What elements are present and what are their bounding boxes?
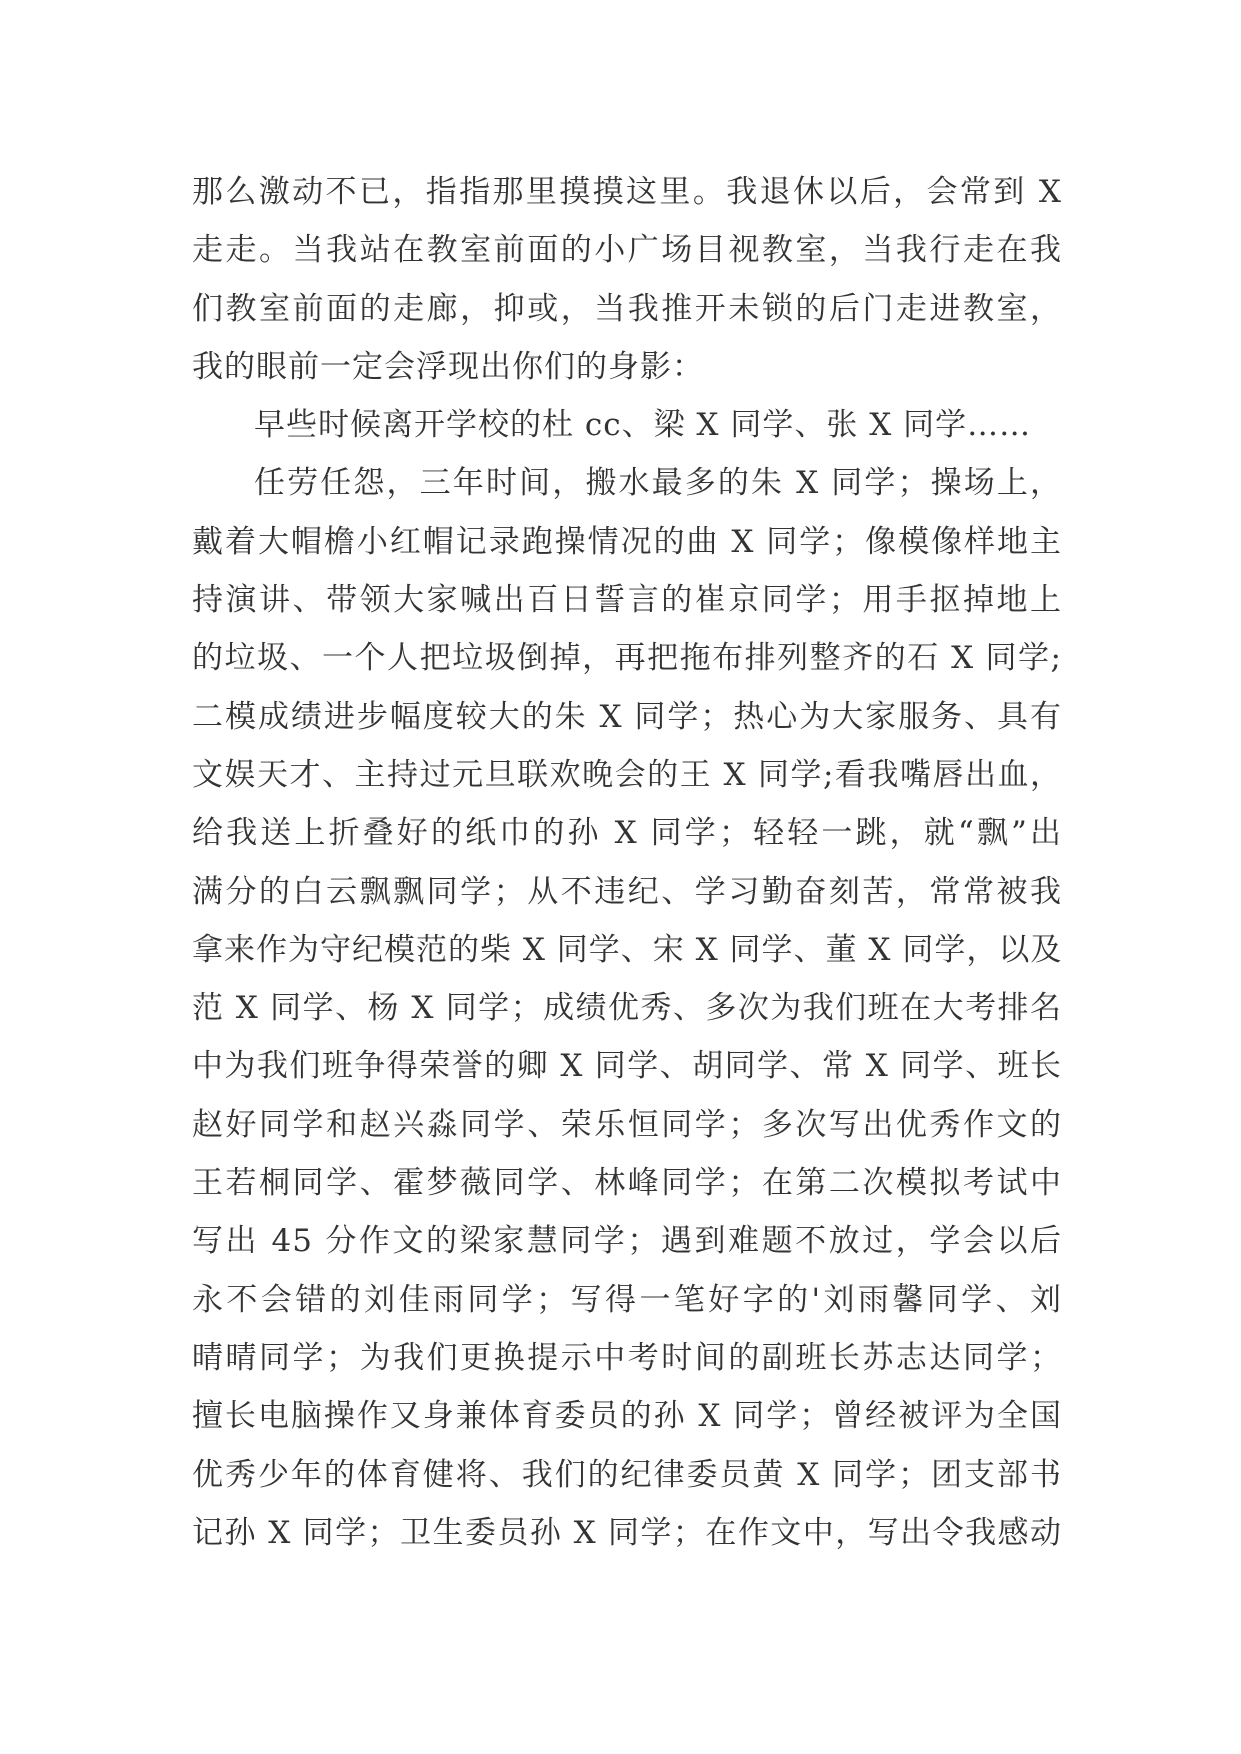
- text-line: 范 X 同学、杨 X 同学；成绩优秀、多次为我们班在大考排名: [192, 990, 1062, 1027]
- text-line: 戴着大帽檐小红帽记录跑操情况的曲 X 同学；像模像样地主: [192, 523, 1062, 560]
- text-line: 记孙 X 同学；卫生委员孙 X 同学；在作文中，写出令我感动: [192, 1514, 1062, 1551]
- text-line: 的垃圾、一个人把垃圾倒掉，再把拖布排列整齐的石 X 同学;: [192, 640, 1062, 677]
- text-line: 持演讲、带领大家喊出百日誓言的崔京同学；用手抠掉地上: [192, 582, 1062, 619]
- text-line: 晴晴同学；为我们更换提示中考时间的副班长苏志达同学；: [192, 1339, 1062, 1376]
- text-line: 给我送上折叠好的纸巾的孙 X 同学；轻轻一跳，就“飘”出: [192, 815, 1062, 852]
- text-line: 擅长电脑操作又身兼体育委员的孙 X 同学；曾经被评为全国: [192, 1398, 1062, 1435]
- text-line: 二模成绩进步幅度较大的朱 X 同学；热心为大家服务、具有: [192, 698, 1062, 735]
- text-line: 拿来作为守纪模范的柴 X 同学、宋 X 同学、董 X 同学，以及: [192, 931, 1063, 968]
- text-line: 任劳任怨，三年时间，搬水最多的朱 X 同学；操场上，: [254, 465, 1062, 502]
- text-line: 早些时候离开学校的杜 cc、梁 X 同学、张 X 同学……: [254, 407, 1032, 444]
- text-line: 走走。当我站在教室前面的小广场目视教室，当我行走在我: [192, 232, 1062, 269]
- text-line: 王若桐同学、霍梦薇同学、林峰同学；在第二次模拟考试中: [192, 1165, 1062, 1202]
- text-line: 赵好同学和赵兴淼同学、荣乐恒同学；多次写出优秀作文的: [192, 1106, 1062, 1143]
- text-line: 满分的白云飘飘同学；从不违纪、学习勤奋刻苦，常常被我: [192, 873, 1062, 910]
- text-line: 优秀少年的体育健将、我们的纪律委员黄 X 同学；团支部书: [192, 1456, 1062, 1493]
- text-line: 我的眼前一定会浮现出你们的身影：: [192, 348, 704, 385]
- text-line: 那么激动不已，指指那里摸摸这里。我退休以后，会常到 X: [192, 174, 1062, 210]
- text-line: 写出 45 分作文的梁家慧同学；遇到难题不放过，学会以后: [192, 1223, 1062, 1260]
- text-line: 们教室前面的走廊，抑或，当我推开未锁的后门走进教室，: [192, 290, 1062, 327]
- document-body-text: [192, 163, 1062, 1562]
- text-line: 永不会错的刘佳雨同学；写得一笔好字的'刘雨馨同学、刘: [192, 1281, 1062, 1318]
- text-line: 文娱天才、主持过元旦联欢晚会的王 X 同学;看我嘴唇出血，: [192, 756, 1062, 793]
- text-line: 中为我们班争得荣誉的卿 X 同学、胡同学、常 X 同学、班长: [192, 1048, 1062, 1085]
